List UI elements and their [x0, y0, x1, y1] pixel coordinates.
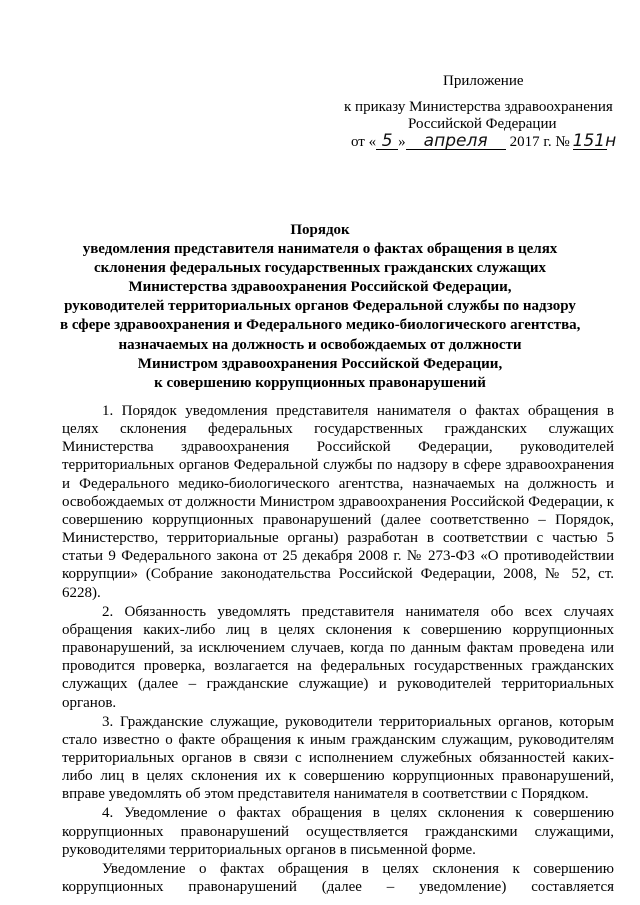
- title-line: Порядок: [290, 222, 350, 238]
- document-title: [60, 221, 580, 393]
- title-line: в сфере здравоохранения и Федерального медико-биологического агентства,: [60, 317, 581, 334]
- date-prefix: от «: [351, 134, 377, 150]
- year-and-number-label: 2017 г. №: [509, 134, 570, 150]
- federation-label: Российской Федерации: [408, 116, 557, 132]
- title-line: к совершению коррупционных правонарушений: [154, 374, 486, 391]
- title-line: Министерства здравоохранения Российской Федерации,: [128, 279, 512, 296]
- title-line: руководителей территориальных органов Федеральной службы по надзору: [64, 298, 576, 315]
- appendix-label: Приложение: [443, 73, 524, 89]
- handwritten-day: 5: [376, 133, 398, 150]
- date-quote-close: »: [398, 134, 406, 150]
- document-body: [62, 402, 614, 897]
- order-date-line: [351, 131, 617, 151]
- paragraph-2: 2. Обязанность уведомлять представителя нанимателя обо всех случаях обращения каких-либо лиц в целях склонения к совершению коррупционных правонарушений, за исключением случаев, когда по данным фактам проведена или проводится проверка, возлагается на федеральных государственных гражданских служащих (далее – гражданские служащие) и руководителей территориальных органов.: [62, 603, 614, 711]
- title-line: назначаемых на должность и освобождаемых от должности: [118, 336, 522, 353]
- paragraph-1: 1. Порядок уведомления представителя нанимателя о фактах обращения в целях склонения федеральных государственных гражданских служащих Министерства здравоохранения Российской Федерации, руководителей территориальных органов Федеральной службы по надзору в сфере здравоохранения и Федерального медико-биологического агентства, назначаемых на должность и освобождаемых от должности Министром здравоохранения Российской Федерации, к совершению коррупционных правонарушений (далее соответственно – Порядок, Министерство, территориальные органы) разработан в соответствии с частью 5 статьи 9 Федерального закона от 25 декабря 2008 г. № 273-ФЗ «О противодействии коррупции» (Собрание законодательства Российской Федерации, 2008, № 52, ст. 6228).: [62, 403, 614, 601]
- order-reference: к приказу Министерства здравоохранения: [344, 99, 613, 115]
- handwritten-order-number: 151н: [572, 131, 617, 151]
- handwritten-month: апреля: [406, 133, 506, 150]
- title-line: склонения федеральных государственных гражданских служащих: [93, 260, 547, 277]
- title-line: Министром здравоохранения Российской Федерации,: [137, 355, 503, 372]
- title-line: уведомления представителя нанимателя о фактах обращения в целях: [82, 241, 558, 258]
- paragraph-3: 3. Гражданские служащие, руководители территориальных органов, которым стало известно о факте обращения к иным гражданским служащим, руководителям территориальных органов в связи с исполнением служебных обязанностей каких-либо лиц в целях склонения их к совершению коррупционных правонарушений, вправе уведомлять об этом представителя нанимателя в соответствии с Порядком.: [62, 713, 614, 803]
- paragraph-4: 4. Уведомление о фактах обращения в целях склонения к совершению коррупционных правонарушений осуществляется гражданскими служащими, руководителями территориальных органов в письменной форме.: [62, 805, 614, 858]
- paragraph-5: Уведомление о фактах обращения в целях склонения к совершению коррупционных правонарушений (далее – уведомление) составляется: [62, 860, 614, 896]
